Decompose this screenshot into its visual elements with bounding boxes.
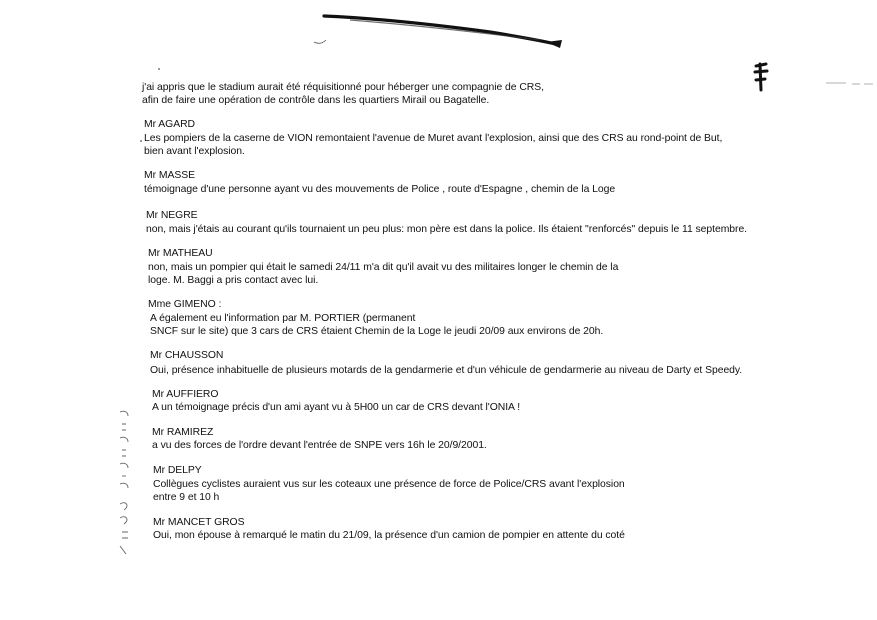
margin-ink-mark: [752, 62, 772, 94]
witness-name-matheau: Mr MATHEAU: [148, 248, 213, 259]
scan-speck: [158, 68, 160, 70]
witness-name-mancet-gros: Mr MANCET GROS: [153, 517, 245, 528]
scan-speck: [140, 140, 142, 142]
witness-name-masse: Mr MASSE: [144, 170, 195, 181]
text-line-1: j'ai appris que le stadium aurait été réquisitionné pour héberger une compagnie de CRS,: [142, 82, 544, 93]
witness-name-negre: Mr NEGRE: [146, 210, 198, 221]
text-line-agard-2: bien avant l'explosion.: [144, 146, 245, 157]
text-line-chausson: Oui, présence inhabituelle de plusieurs motards de la gendarmerie et d'un véhicule de gendarmerie au niveau de Darty et Speedy.: [150, 365, 743, 376]
text-line-agard-1: Les pompiers de la caserne de VION remontaient l'avenue de Muret avant l'explosion, ainsi que des CRS au rond-point de But,: [144, 133, 723, 144]
margin-dash-mark: [826, 80, 874, 86]
text-line-masse: témoignage d'une personne ayant vu des mouvements de Police , route d'Espagne , chemin de la Loge: [144, 184, 616, 195]
text-line-delpy-2: entre 9 et 10 h: [153, 492, 220, 503]
text-line-ramirez: a vu des forces de l'ordre devant l'entrée de SNPE vers 16h le 20/9/2001.: [152, 440, 487, 451]
text-line-matheau-1: non, mais un pompier qui était le samedi 24/11 m'a dit qu'il avait vu des militaires longer le chemin de la: [148, 262, 619, 273]
witness-name-agard: Mr AGARD: [144, 119, 195, 130]
witness-name-gimeno: Mme GIMENO :: [148, 299, 222, 310]
witness-name-ramirez: Mr RAMIREZ: [152, 427, 214, 438]
witness-name-chausson: Mr CHAUSSON: [150, 350, 224, 361]
witness-name-delpy: Mr DELPY: [153, 465, 202, 476]
text-line-negre: non, mais j'étais au courant qu'ils tournaient un peu plus: mon père est dans la police. Ils étaient "renforcés" depuis le 11 septembre.: [146, 224, 748, 235]
side-stamp-mark: [114, 408, 144, 560]
handwritten-stroke-mark: [310, 10, 566, 50]
text-line-gimeno-2: SNCF sur le site) que 3 cars de CRS étaient Chemin de la Loge le jeudi 20/09 aux environs de 20h.: [150, 326, 604, 337]
text-line-delpy-1: Collègues cyclistes auraient vus sur les coteaux une présence de force de Police/CRS avant l'explosion: [153, 479, 625, 490]
text-line-2: afin de faire une opération de contrôle dans les quartiers Mirail ou Bagatelle.: [142, 95, 490, 106]
witness-name-auffiero: Mr AUFFIERO: [152, 389, 219, 400]
text-line-matheau-2: loge. M. Baggi a pris contact avec lui.: [148, 275, 319, 286]
text-line-auffiero: A un témoignage précis d'un ami ayant vu à 5H00 un car de CRS devant l'ONIA !: [152, 402, 521, 413]
text-line-gimeno-1: A également eu l'information par M. PORTIER (permanent: [150, 313, 416, 324]
text-line-mancet-gros: Oui, mon épouse à remarqué le matin du 21/09, la présence d'un camion de pompier en attente du coté: [153, 530, 625, 541]
